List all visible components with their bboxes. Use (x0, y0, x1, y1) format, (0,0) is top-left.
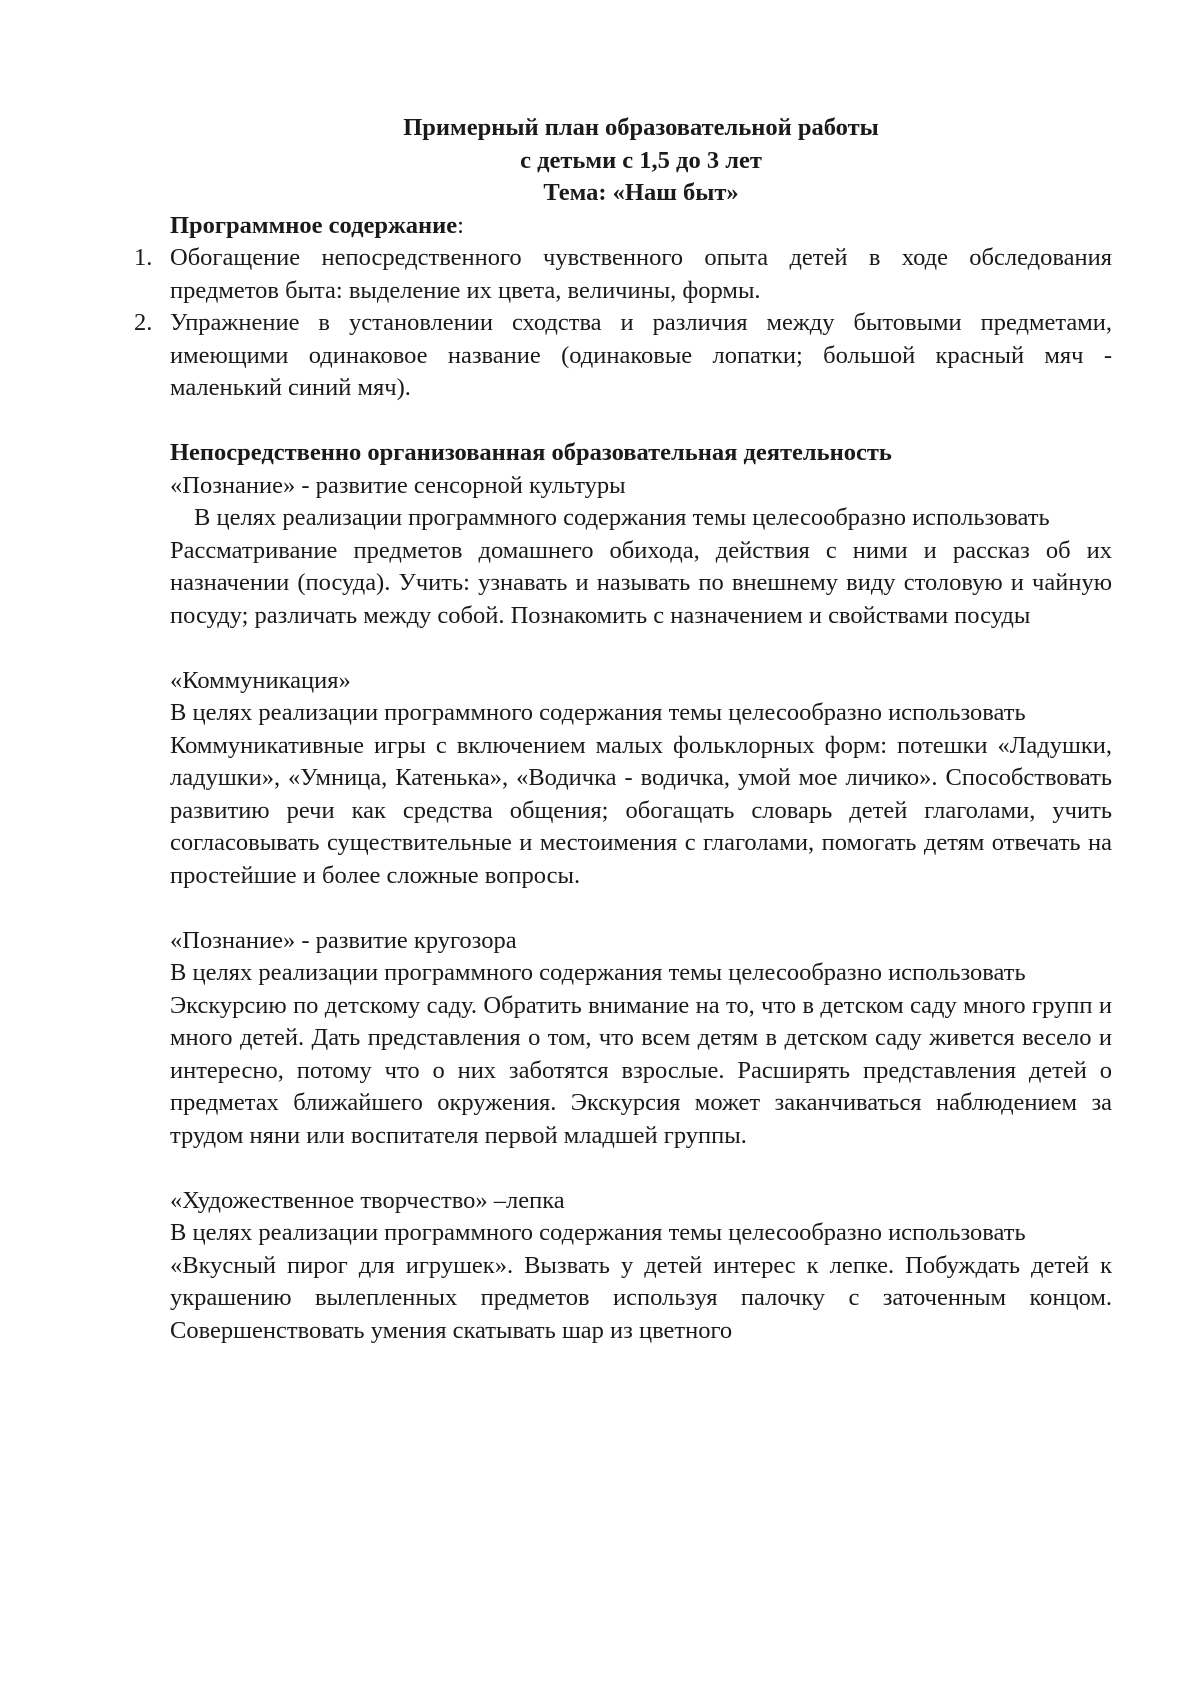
document-title (0, 112, 1190, 210)
section-2-title: «Коммуникация» (170, 666, 351, 694)
section-1-title: «Познание» - развитие сенсорной культуры (170, 471, 626, 499)
title-line-2: с детьми с 1,5 до 3 лет (520, 146, 762, 174)
title-line-1: Примерный план образовательной работы (403, 114, 879, 141)
section-2-body: Коммуникативные игры с включением малых фольклорных форм: потешки «Ладушки, ладушки», «Умница, Катенька», «Водичка - водичка, умой мое личико». Способствовать развитию речи как средства общения; обогащать словарь детей глаголами, учить согласовывать существительные и местоимения с глаголами, помогать детям отвечать на простейшие и более сложные вопросы. (170, 731, 1112, 889)
spacer (170, 892, 1112, 925)
spacer (170, 405, 1112, 438)
section-1-body: Рассматривание предметов домашнего обихода, действия с ними и рассказ об их назначении (посуда). Учить: узнавать и называть по внешнему виду столовую и чайную посуду; различать между собой. Познакомить с назначением и свойствами посуды (170, 536, 1112, 629)
nood-heading: Непосредственно организованная образовательная деятельность (170, 439, 892, 466)
program-heading-colon: : (457, 211, 464, 239)
section-1-intro: В целях реализации программного содержания темы целесообразно использовать (194, 504, 1050, 531)
spacer (170, 1152, 1112, 1185)
section-4-body: «Вкусный пирог для игрушек». Вызвать у детей интерес к лепке. Побуждать детей к украшению вылепленных предметов используя палочку с заточенным концом. Совершенствовать умения скатывать шар из цветного (170, 1251, 1112, 1344)
program-item-2-number: 2. (134, 309, 153, 336)
section-3-body: Экскурсию по детскому саду. Обратить внимание на то, что в детском саду много групп и много детей. Дать представления о том, что всем детям в детском саду живется весело и интересно, потому что о них заботятся взрослые. Расширять представления детей о предметах ближайшего окружения. Экскурсия может заканчиваться наблюдением за трудом няни или воспитателя первой младшей группы. (170, 991, 1112, 1149)
section-2-intro: В целях реализации программного содержания темы целесообразно использовать (170, 699, 1026, 726)
program-heading-text: Программное содержание (170, 211, 458, 239)
program-item-1 (134, 242, 1112, 307)
spacer (170, 632, 1112, 665)
title-line-3: Тема: «Наш быт» (543, 179, 739, 206)
program-heading (170, 210, 1112, 243)
program-item-2-text: Упражнение в установлении сходства и различия между бытовыми предметами, имеющими одинаковое название (одинаковые лопатки; большой красный мяч - маленький синий мяч). (170, 309, 1112, 401)
program-item-1-number: 1. (134, 244, 153, 271)
section-3-title: «Познание» - развитие кругозора (170, 926, 517, 954)
section-4-title: «Художественное творчество» –лепка (170, 1186, 565, 1214)
program-item-2 (134, 307, 1112, 405)
program-item-1-text: Обогащение непосредственного чувственного опыта детей в ходе обследования предметов быта: выделение их цвета, величины, формы. (170, 244, 1112, 304)
section-4-intro: В целях реализации программного содержания темы целесообразно использовать (170, 1219, 1026, 1246)
section-3-intro: В целях реализации программного содержания темы целесообразно использовать (170, 959, 1026, 986)
